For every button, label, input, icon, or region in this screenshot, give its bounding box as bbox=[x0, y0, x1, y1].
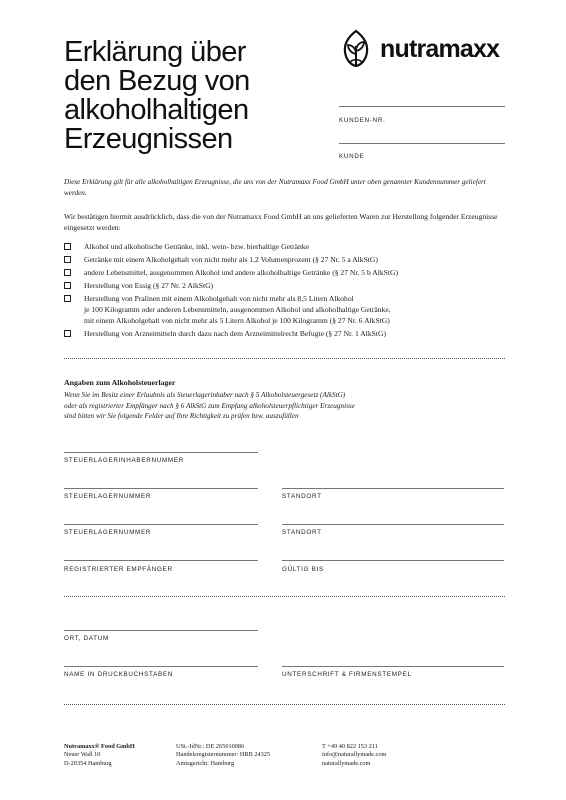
option-label: Alkohol und alkoholische Getränke, inkl. wein- bzw. bierhaltige Getränke bbox=[84, 242, 309, 251]
gueltig-bis-label: GÜLTIG BIS bbox=[282, 566, 324, 573]
intro-text: Diese Erklärung gilt für alle alkoholhaltigen Erzeugnisse, die uns von der Nutramaxx Food GmbH unter oben genannter Kundennummer geliefert werden. bbox=[64, 178, 486, 197]
steuerlagernummer-label: STEUERLAGERNUMMER bbox=[64, 529, 152, 536]
brand-name: nutramaxx bbox=[380, 34, 500, 63]
standort-label: STANDORT bbox=[282, 529, 322, 536]
checkbox[interactable] bbox=[64, 295, 71, 302]
list-item bbox=[64, 328, 514, 339]
standort-field[interactable] bbox=[282, 524, 504, 525]
list-item bbox=[64, 293, 514, 326]
footer-company bbox=[64, 743, 135, 768]
ort-datum-label: ORT, DATUM bbox=[64, 635, 109, 642]
page-title bbox=[64, 38, 334, 154]
name-label: NAME IN DRUCKBUCHSTABEN bbox=[64, 671, 174, 678]
steuerlagerinhabernummer-field[interactable] bbox=[64, 452, 258, 453]
section-intro bbox=[64, 390, 504, 422]
option-label: Herstellung von Pralinen mit einem Alkoholgehalt von nicht mehr als 8,5 Litern Alkohol je 100 Kilogramm oder anderen Lebensmitteln, ausgenommen Alkohol und alkoholhaltige Getränke, mit einem Alkoholgehalt von nicht mehr als 5 Litern Alkohol je 100 Kilogramm (§ 27 Nr. 6 AlkStG) bbox=[84, 294, 391, 326]
checkbox[interactable] bbox=[64, 330, 71, 337]
title-line: alkoholhaltigen bbox=[64, 94, 249, 126]
email-link[interactable]: info@naturallymade.com bbox=[322, 751, 387, 759]
list-item bbox=[64, 280, 514, 291]
checkbox[interactable] bbox=[64, 256, 71, 263]
section-intro-line: sind bitten wir Sie folgende Felder auf Ihre Richtigkeit zu prüfen bzw. auszufüllen bbox=[64, 412, 299, 421]
steuerlagerinhabernummer-label: STEUERLAGERINHABERNUMMER bbox=[64, 457, 185, 464]
section-intro-line: Wenn Sie im Besitz einer Erlaubnis als Steuerlagerinhaber nach § 5 Alkoholsteuergesetz (AlkStG) bbox=[64, 391, 346, 399]
steuerlagernummer-label: STEUERLAGERNUMMER bbox=[64, 493, 152, 500]
checkbox[interactable] bbox=[64, 243, 71, 250]
section-intro-line: oder als registrierter Empfänger nach § 6 AlkStG zum Empfang alkoholsteuerpflichtiger Erzeugnisse bbox=[64, 401, 355, 410]
kunden-nr-label: KUNDEN-NR. bbox=[339, 117, 386, 124]
options-list bbox=[64, 241, 514, 342]
footer-registry bbox=[176, 743, 270, 768]
kunde-label: KUNDE bbox=[339, 153, 365, 160]
company-name: Nutramaxx® Food GmbH bbox=[64, 743, 135, 750]
standort-field[interactable] bbox=[282, 488, 504, 489]
option-label: Herstellung von Essig (§ 27 Nr. 2 AlkStG) bbox=[84, 281, 214, 291]
website-link[interactable]: naturallymade.com bbox=[322, 759, 371, 767]
title-line: Erklärung über bbox=[64, 36, 246, 68]
checkbox[interactable] bbox=[64, 282, 71, 289]
option-label: Getränke mit einem Alkoholgehalt von nicht mehr als 1,2 Volumenprozent (§ 27 Nr. 5 a AlkStG) bbox=[84, 255, 378, 265]
unterschrift-field[interactable] bbox=[282, 666, 504, 667]
steuerlagernummer-field[interactable] bbox=[64, 524, 258, 525]
option-label: Herstellung von Arzneimitteln durch dazu nach dem Arzneimittelrecht Befugte (§ 27 Nr. 1 AlkStG) bbox=[84, 329, 386, 339]
registrierter-empfaenger-label: REGISTRIERTER EMPFÄNGER bbox=[64, 566, 173, 573]
kunde-field[interactable] bbox=[339, 143, 505, 144]
section-title: Angaben zum Alkoholsteuerlager bbox=[64, 378, 176, 387]
checkbox[interactable] bbox=[64, 269, 71, 276]
registrierter-empfaenger-field[interactable] bbox=[64, 560, 258, 561]
leaf-sprout-icon bbox=[338, 28, 374, 70]
phone: T +49 40 822 153 211 bbox=[322, 743, 378, 750]
kunden-nr-field[interactable] bbox=[339, 106, 505, 107]
option-label: andere Lebensmittel, ausgenommen Alkohol und andere alkoholhaltige Getränke (§ 27 Nr. 5 b AlkStG) bbox=[84, 268, 399, 278]
confirmation-text: Wir bestätigen hiermit ausdrücklich, dass die von der Nutramaxx Food GmbH an uns gelieferten Waren zur Herstellung folgender Erzeugnisse eingesetzt werden: bbox=[64, 212, 498, 232]
standort-label: STANDORT bbox=[282, 493, 322, 500]
court: Amtsgericht: Hamburg bbox=[176, 759, 235, 767]
logo bbox=[338, 28, 499, 70]
list-item bbox=[64, 254, 514, 265]
unterschrift-label: UNTERSCHRIFT & FIRMENSTEMPEL bbox=[282, 671, 412, 678]
registry-number: Handelsregisternummer: HRB 24325 bbox=[176, 751, 271, 759]
divider bbox=[64, 596, 505, 597]
divider bbox=[64, 358, 505, 359]
address-line: D-20354 Hamburg bbox=[64, 759, 112, 767]
divider bbox=[64, 704, 505, 705]
list-item bbox=[64, 267, 514, 278]
title-line: Erzeugnissen bbox=[64, 123, 233, 155]
list-item bbox=[64, 241, 514, 252]
address-line: Neuer Wall 10 bbox=[64, 751, 101, 759]
vat-id: USt.-IdNr.: DE 265010086 bbox=[176, 743, 245, 750]
gueltig-bis-field[interactable] bbox=[282, 560, 504, 561]
title-line: den Bezug von bbox=[64, 65, 250, 97]
footer-contact bbox=[322, 743, 386, 768]
name-field[interactable] bbox=[64, 666, 258, 667]
ort-datum-field[interactable] bbox=[64, 630, 258, 631]
steuerlagernummer-field[interactable] bbox=[64, 488, 258, 489]
